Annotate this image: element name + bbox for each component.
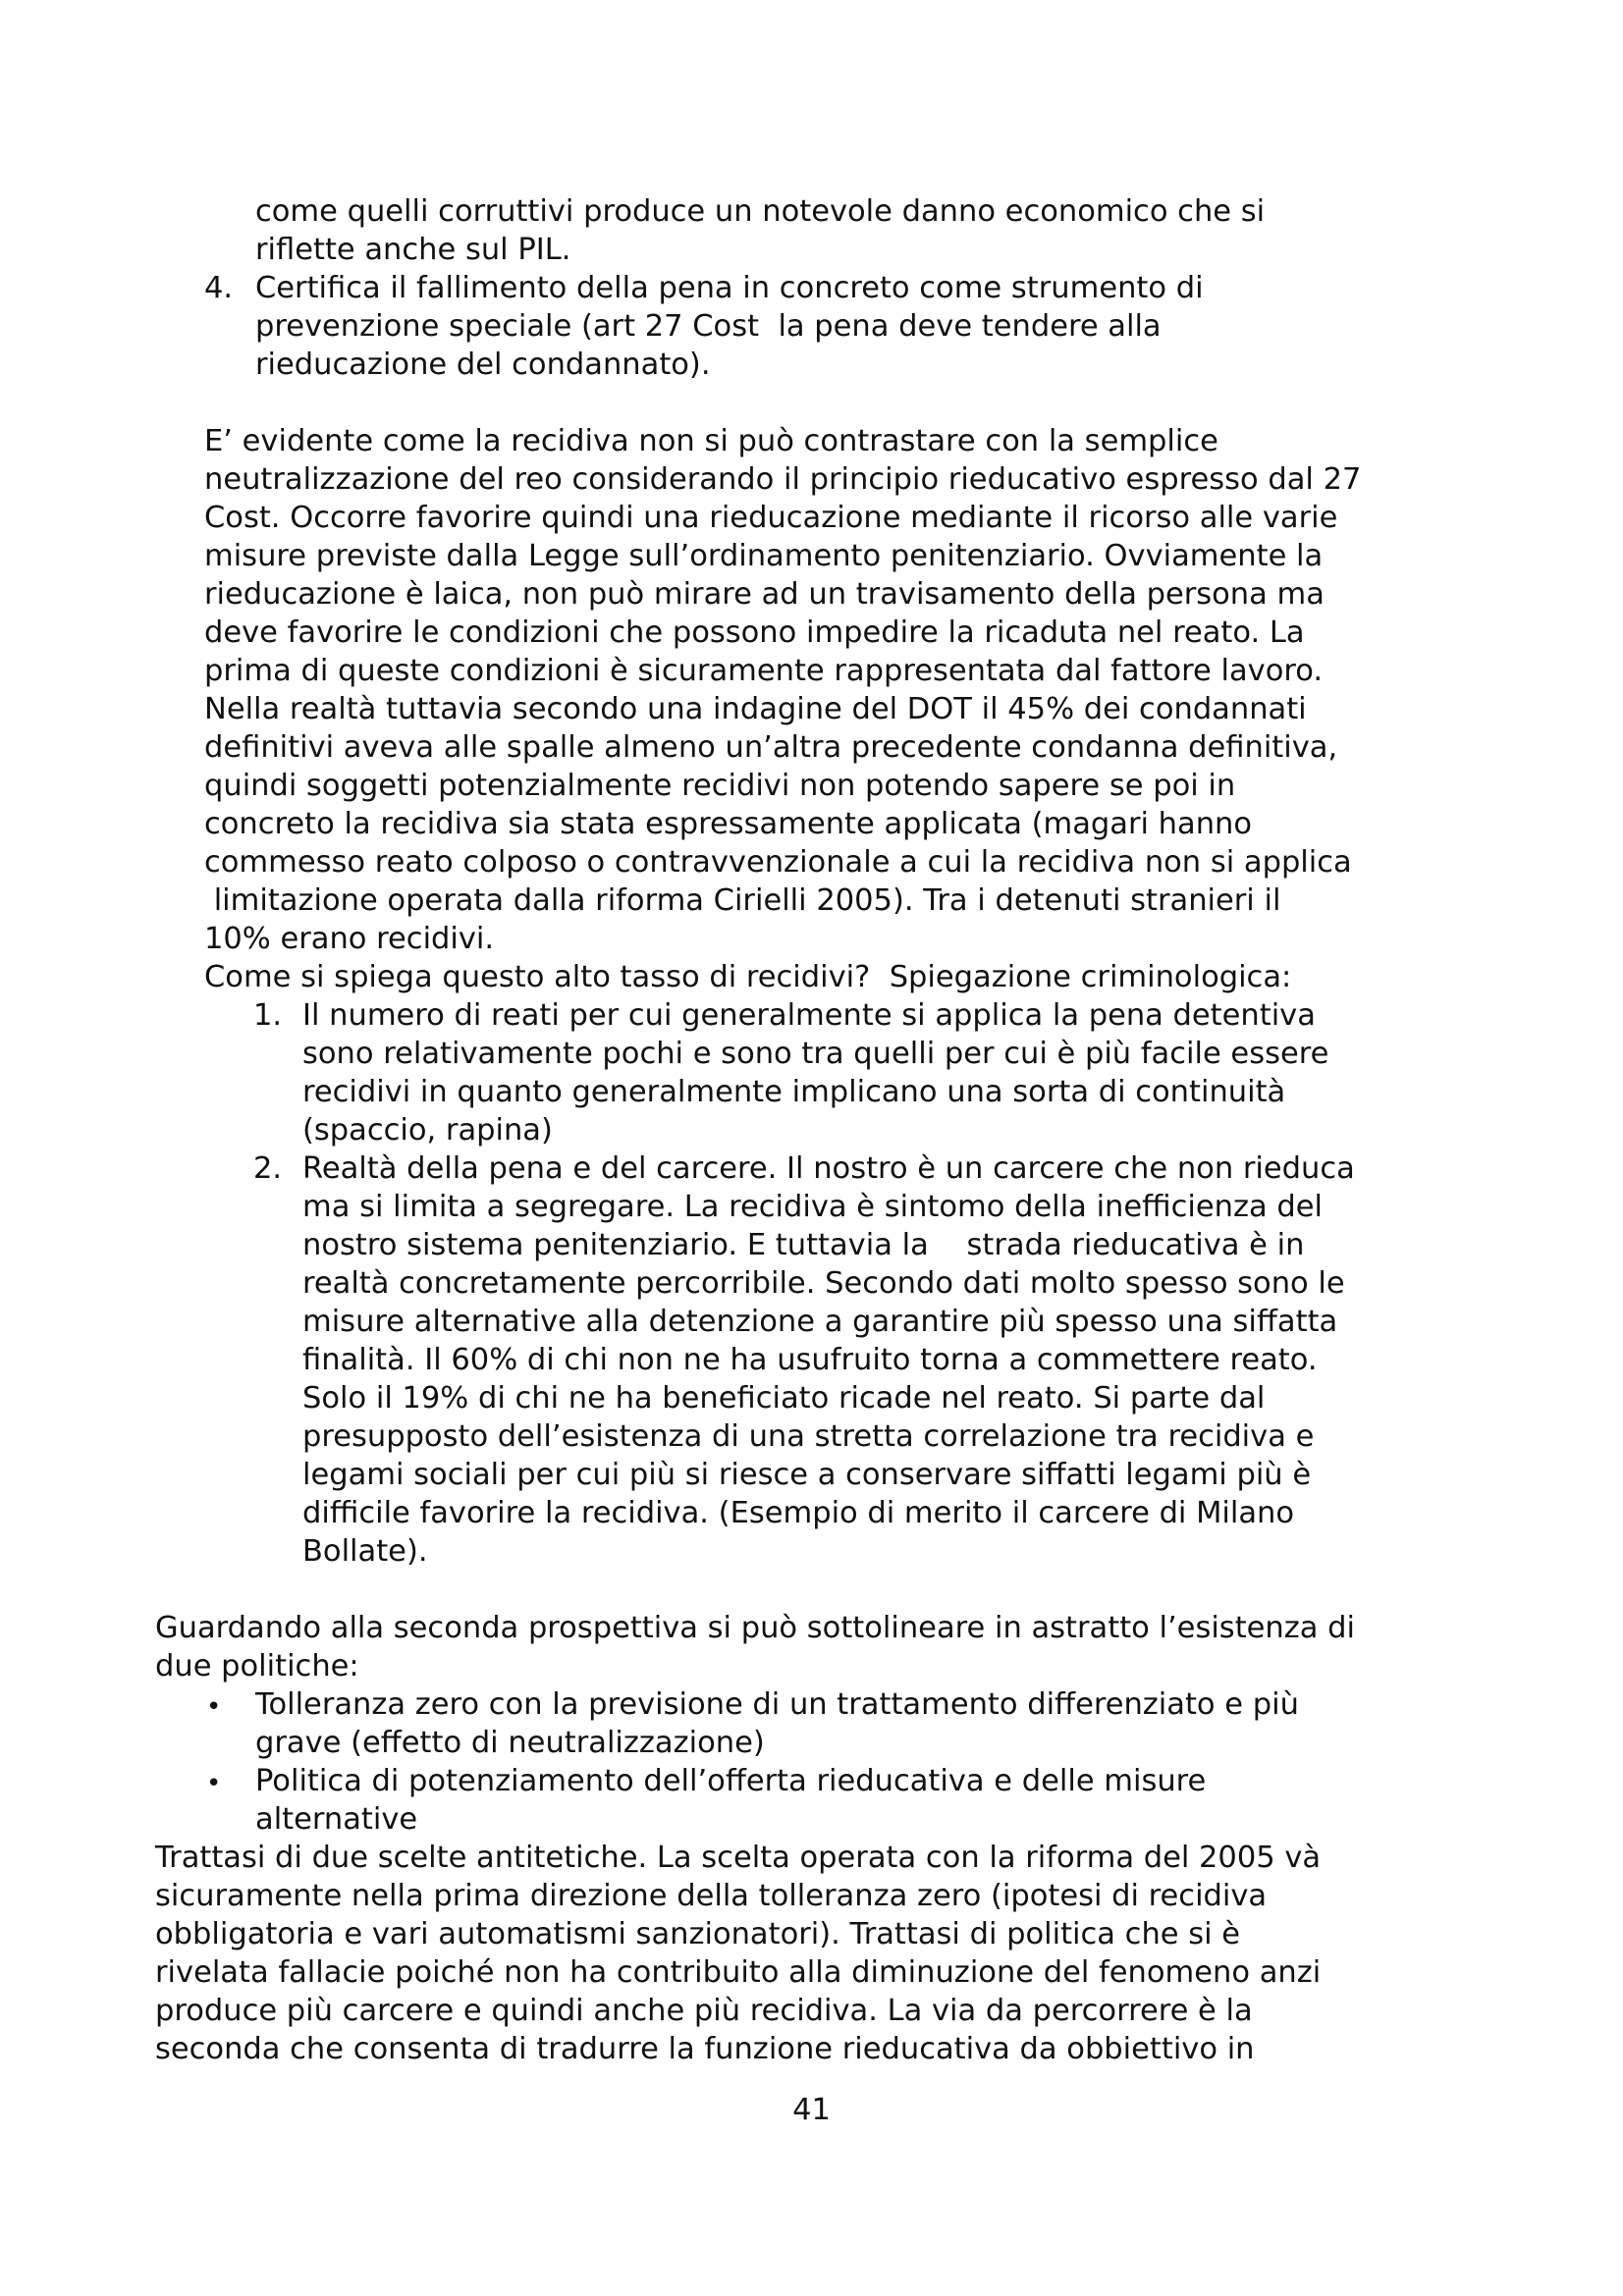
text-line: due politiche:: [155, 1649, 359, 1683]
text-line: riflette anche sul PIL.: [255, 233, 571, 267]
text-line: obbligatoria e vari automatismi sanzionatori). Trattasi di politica che si è: [155, 1917, 1241, 1951]
text-line: (spaccio, rapina): [302, 1113, 553, 1148]
text-line: misure previste dalla Legge sull’ordinamento penitenziario. Ovviamente la: [204, 539, 1324, 573]
text-line: definitivi aveva alle spalle almeno un’altra precedente condanna definitiva,: [204, 730, 1338, 765]
list-number: 1.: [253, 998, 283, 1033]
text-line: rieducazione del condannato).: [255, 347, 711, 382]
text-line: sicuramente nella prima direzione della tolleranza zero (ipotesi di recidiva: [155, 1879, 1268, 1913]
list-number: 2.: [253, 1151, 283, 1186]
text-line: Bollate).: [302, 1534, 428, 1569]
text-line: Tolleranza zero con la previsione di un trattamento differenziato e più: [255, 1687, 1299, 1722]
text-line: come quelli corruttivi produce un notevole danno economico che si: [255, 194, 1266, 229]
text-line: ma si limita a segregare. La recidiva è sintomo della inefficienza del: [302, 1190, 1323, 1224]
text-line: produce più carcere e quindi anche più recidiva. La via da percorrere è la: [155, 1994, 1253, 2028]
text-line: realtà concretamente percorribile. Secondo dati molto spesso sono le: [302, 1266, 1345, 1301]
text-line: sono relativamente pochi e sono tra quelli per cui è più facile essere: [302, 1037, 1329, 1071]
text-line: recidivi in quanto generalmente implicano una sorta di continuità: [302, 1075, 1286, 1109]
text-line: rivelata fallacie poiché non ha contribuito alla diminuzione del fenomeno anzi: [155, 1955, 1322, 1990]
text-line: neutralizzazione del reo considerando il principio rieducativo espresso dal 27: [204, 462, 1362, 497]
text-line: deve favorire le condizioni che possono impedire la ricaduta nel reato. La: [204, 615, 1305, 650]
text-line: nostro sistema penitenziario. E tuttavia la strada rieducativa è in: [302, 1228, 1305, 1262]
bullet-icon: •: [206, 1769, 222, 1798]
text-line: Nella realtà tuttavia secondo una indagine del DOT il 45% dei condannati: [204, 692, 1307, 726]
text-line: Solo il 19% di chi ne ha beneficiato ricade nel reato. Si parte dal: [302, 1381, 1266, 1415]
text-line: grave (effetto di neutralizzazione): [255, 1726, 765, 1760]
text-line: difficile favorire la recidiva. (Esempio di merito il carcere di Milano: [302, 1496, 1295, 1530]
text-line: presupposto dell’esistenza di una stretta correlazione tra recidiva e: [302, 1419, 1315, 1454]
text-line: Come si spiega questo alto tasso di recidivi? Spiegazione criminologica:: [204, 960, 1292, 994]
text-line: Realtà della pena e del carcere. Il nostro è un carcere che non rieduca: [302, 1151, 1355, 1186]
text-line: commesso reato colposo o contravvenzionale a cui la recidiva non si applica: [204, 845, 1352, 880]
text-line: concreto la recidiva sia stata espressamente applicata (magari hanno: [204, 807, 1253, 841]
text-line: rieducazione è laica, non può mirare ad un travisamento della persona ma: [204, 577, 1325, 612]
text-line: legami sociali per cui più si riesce a conservare siffatti legami più è: [302, 1458, 1312, 1492]
text-line: Trattasi di due scelte antitetiche. La scelta operata con la riforma del 2005 và: [155, 1841, 1322, 1875]
text-line: Cost. Occorre favorire quindi una rieducazione mediante il ricorso alle varie: [204, 501, 1338, 535]
list-number: 4.: [204, 271, 234, 305]
text-line: quindi soggetti potenzialmente recidivi non potendo sapere se poi in: [204, 769, 1236, 803]
text-line: Certifica il fallimento della pena in concreto come strumento di: [255, 271, 1204, 305]
text-line: limitazione operata dalla riforma Cirielli 2005). Tra i detenuti stranieri il: [204, 883, 1281, 918]
text-line: alternative: [255, 1802, 418, 1837]
text-line: Politica di potenziamento dell’offerta rieducativa e delle misure: [255, 1764, 1207, 1798]
text-line: E’ evidente come la recidiva non si può contrastare con la semplice: [204, 424, 1218, 458]
text-line: seconda che consenta di tradurre la funzione rieducativa da obbiettivo in: [155, 2032, 1255, 2066]
page-number: 41: [792, 2093, 831, 2127]
text-line: 10% erano recidivi.: [204, 922, 495, 956]
text-line: prima di queste condizioni è sicuramente rappresentata dal fattore lavoro.: [204, 654, 1324, 688]
text-line: Il numero di reati per cui generalmente si applica la pena detentiva: [302, 998, 1316, 1033]
text-line: prevenzione speciale (art 27 Cost la pena deve tendere alla: [255, 309, 1162, 344]
text-line: finalità. Il 60% di chi non ne ha usufruito torna a commettere reato.: [302, 1343, 1318, 1377]
bullet-icon: •: [206, 1692, 222, 1722]
text-line: misure alternative alla detenzione a garantire più spesso una siffatta: [302, 1305, 1338, 1339]
text-line: Guardando alla seconda prospettiva si può sottolineare in astratto l’esistenza di: [155, 1611, 1355, 1645]
